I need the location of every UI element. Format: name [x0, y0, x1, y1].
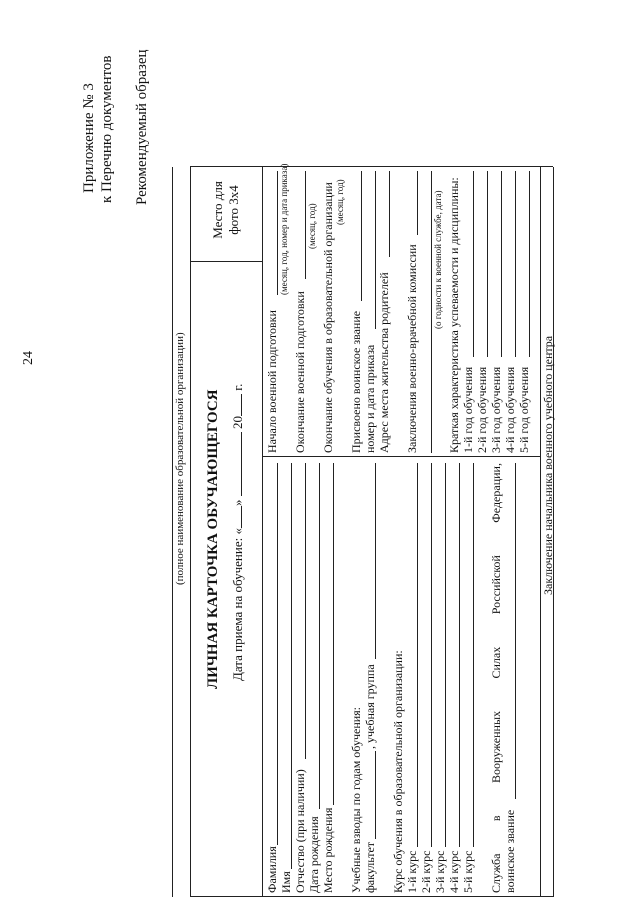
- faculty-label: факультет: [363, 841, 377, 893]
- year-5-line: [529, 171, 530, 357]
- surname-label: Фамилия: [265, 846, 279, 893]
- patronymic-label: Отчество (при наличии): [293, 769, 307, 893]
- course-5-label: 5-й курс: [461, 850, 475, 893]
- year-3-line: [501, 171, 502, 357]
- patronymic-line: [305, 463, 306, 759]
- table-top-border: [190, 167, 191, 897]
- surname-line: [277, 463, 278, 845]
- admission-prefix: Дата приема на обучение: «: [230, 528, 245, 681]
- admission-date: [230, 384, 246, 681]
- medical-label: Заключения военно-врачебной комиссии: [405, 244, 419, 453]
- appendix-line-1: Приложение № 3: [81, 83, 97, 193]
- card-title: ЛИЧНАЯ КАРТОЧКА ОБУЧАЮЩЕГОСЯ: [205, 389, 221, 689]
- mil-end-line: [305, 171, 306, 279]
- order-label: номер и дата приказа: [363, 344, 377, 453]
- org-name-caption: (полное наименование образовательной организации): [174, 332, 186, 585]
- rank-label: воинское звание: [503, 809, 517, 893]
- course-5-line: [473, 463, 474, 847]
- year-4-label: 4-й год обучения: [503, 366, 517, 453]
- birth-place-label: Место рождения: [321, 807, 335, 893]
- birth-date-line: [319, 463, 320, 809]
- study-group-label: , учебная группа: [363, 664, 377, 749]
- course-2-line: [431, 463, 432, 847]
- column-divider: [262, 456, 540, 457]
- faculty-line: [375, 751, 376, 839]
- center-conclusion: Заключение начальника военного учебного центра: [541, 335, 555, 595]
- admission-year: 20: [230, 416, 245, 430]
- course-3-label: 3-й курс: [433, 850, 447, 893]
- page-number: 24: [21, 351, 36, 365]
- course-4-label: 4-й курс: [447, 850, 461, 893]
- year-4-line: [515, 171, 516, 357]
- admission-mid: »: [230, 499, 245, 507]
- name-label: Имя: [279, 871, 293, 893]
- grades-label: Краткая характеристика успеваемости и дисциплины:: [447, 177, 461, 453]
- year-5-label: 5-й год обучения: [517, 366, 531, 453]
- medical-line-2: [431, 171, 432, 453]
- photo-placeholder-line-2: фото 3x4: [226, 185, 241, 235]
- mil-start-label: Начало военной подготовки: [265, 310, 279, 453]
- birth-date-label: Дата рождения: [307, 816, 321, 893]
- org-name-line: [172, 167, 173, 897]
- rank-assigned-label: Присвоено воинское звание: [349, 310, 363, 453]
- birth-place-line: [333, 463, 334, 805]
- rank-assigned-line: [361, 171, 362, 301]
- admission-suffix: г.: [230, 383, 245, 391]
- year-2-line: [487, 171, 488, 357]
- mil-end-label: Окончание военной подготовки: [293, 291, 307, 453]
- name-line: [291, 463, 292, 869]
- course-2-label: 2-й курс: [419, 850, 433, 893]
- medical-line: [417, 171, 418, 235]
- appendix-line-2: к Перечню документов: [99, 55, 115, 203]
- header-bottom-line: [262, 167, 263, 897]
- edu-end-label: Окончание обучения в образовательной организации: [321, 182, 335, 453]
- study-group-line: [375, 463, 376, 659]
- recommended-sample: Рекомендуемый образец: [134, 49, 150, 205]
- order-line: [375, 171, 376, 329]
- course-header: Курс обучения в образовательной организации:: [391, 650, 405, 893]
- table-left-border: [190, 896, 553, 897]
- table-right-border: [190, 166, 553, 167]
- photo-placeholder-line-1: Место для: [210, 181, 225, 239]
- year-1-line: [473, 171, 474, 357]
- mil-start-caption: (месяц, год, номер и дата приказа): [279, 163, 289, 295]
- photo-divider: [190, 261, 262, 262]
- mil-start-line: [277, 171, 278, 295]
- course-3-line: [445, 463, 446, 847]
- rank-line: [515, 463, 516, 799]
- year-3-label: 3-й год обучения: [489, 366, 503, 453]
- edu-end-caption: (месяц, год): [335, 179, 345, 225]
- mil-end-caption: (месяц, год): [307, 203, 317, 249]
- year-1-label: 1-й год обучения: [461, 366, 475, 453]
- service-line: Служба в Вооруженных Силах Российской Федерации,: [489, 463, 503, 893]
- year-2-label: 2-й год обучения: [475, 366, 489, 453]
- medical-caption: (о годности к военной службе, дата): [433, 190, 443, 329]
- platoons-label: Учебные взводы по годам обучения:: [349, 706, 363, 893]
- course-1-line: [417, 463, 418, 847]
- parents-label: Адрес места жительства родителей: [377, 272, 391, 453]
- parents-line: [389, 171, 390, 257]
- course-4-line: [459, 463, 460, 847]
- course-1-label: 1-й курс: [405, 850, 419, 893]
